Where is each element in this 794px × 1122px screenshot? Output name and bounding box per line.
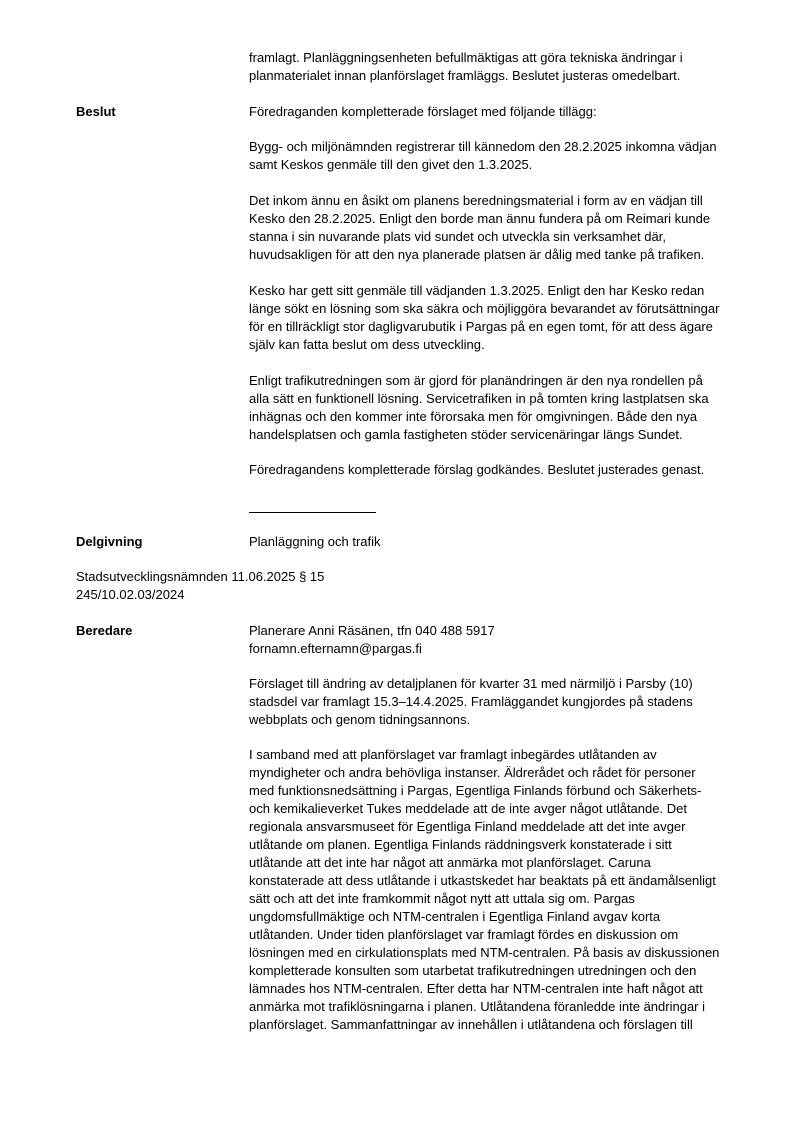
beredare-paragraph-1 [249,675,749,729]
text-line: planmaterialet innan planförslaget framläggs. Beslutet justeras omedelbart. [249,68,681,83]
beslut-paragraph-4 [249,282,749,354]
text-line: utlåtande att det inte har något att anmärka mot planförslaget. Caruna [249,855,651,870]
text-line: huvudsakligen för att den nya planerade platsen är dålig med tanke på trafiken. [249,247,705,262]
text-line: Kesko den 28.2.2025. Enligt den borde man ännu fundera på om Reimari kunde [249,211,711,226]
section-divider [249,512,376,513]
text-line: samt Keskos genmäle till den givet den 1.3.2025. [249,157,533,172]
text-line: Bygg- och miljönämnden registrerar till kännedom den 28.2.2025 inkomna vädjan [249,139,717,154]
text-line: Enligt trafikutredningen som är gjord för planändringen är den nya rondellen på [249,373,703,388]
text-line: Det inkom ännu en åsikt om planens beredningsmaterial i form av en vädjan till [249,193,703,208]
case-number: 245/10.02.03/2024 [76,587,185,602]
text-line: planförslaget. Sammanfattningar av innehållen i utlåtandena och förslagen till [249,1017,693,1032]
text-line: Planläggning och trafik [249,534,381,549]
text-line: alla sätt en funktionell lösning. Servicetrafiken in på tomten kring lastplatsen ska [249,391,709,406]
text-line: Kesko har gett sitt genmäle till vädjanden 1.3.2025. Enligt den har Kesko redan [249,283,705,298]
beslut-heading: Beslut [76,104,116,119]
text-line: själv kan fatta beslut om dess utveckling. [249,337,485,352]
beslut-paragraph-3 [249,192,749,264]
text-line: Förslaget till ändring av detaljplanen för kvarter 31 med närmiljö i Parsby (10) [249,676,693,691]
text-line: inhägnas och den kommer inte förorsaka men för omgivningen. Både den nya [249,409,698,424]
meeting-line: Stadsutvecklingsnämnden 11.06.2025 § 15 [76,569,325,584]
text-line: med funktionsnedsättning i Pargas, Egentliga Finlands förbund och Säkerhets- [249,783,702,798]
text-line: sätt och att det inte framkommit något nytt att uttala sig om. Pargas [249,891,635,906]
text-line: konstaterade att dess utlåtande i utkastskedet har beaktats på ett ändamålsenligt [249,873,716,888]
text-line: för en tillräckligt stor dagligvarubutik i Pargas på en egen tomt, för att dess ägare [249,319,713,334]
text-line: länge sökt en lösning som ska säkra och möjliggöra bevarandet av förutsättningar [249,301,720,316]
delgivning-heading: Delgivning [76,534,143,549]
text-line: I samband med att planförslaget var framlagt inbegärdes utlåtanden av [249,747,657,762]
text-line: kompletterade konsulten som utarbetat trafikutredningen utredningen och den [249,963,697,978]
text-line: utlåtande om planen. Egentliga Finlands räddningsverk konstaterade i sitt [249,837,672,852]
beredare-heading: Beredare [76,623,133,638]
intro-paragraph [249,49,749,85]
text-line: stanna i sin nuvarande plats vid sundet och utveckla sin verksamhet där, [249,229,666,244]
text-line: webbplats och genom tidningsannons. [249,712,471,727]
delgivning-text [249,533,749,551]
beslut-paragraph-1 [249,103,749,121]
beslut-paragraph-6 [249,461,749,479]
beslut-paragraph-5 [249,372,749,444]
beredare-contact [249,622,749,658]
text-line: utlåtanden. Under tiden planförslaget var framlagt fördes en diskussion om [249,927,679,942]
meeting-reference [76,568,324,604]
text-line: stadsdel var framlagt 15.3–14.4.2025. Framläggandet kungjordes på stadens [249,694,693,709]
preparer-name: Planerare Anni Räsänen, tfn 040 488 5917 [249,623,495,638]
text-line: lösningen med en cirkulationsplats med NTM-centralen. På basis av diskussionen [249,945,720,960]
text-line: och kemikalieverket Tukes meddelade att de inte avger något utlåtande. Det [249,801,687,816]
text-line: myndigheter och andra behövliga instanser. Äldrerådet och rådet för personer [249,765,696,780]
text-line: anmärka mot trafiklösningarna i planen. Utlåtandena föranledde inte ändringar i [249,999,706,1014]
preparer-email: fornamn.efternamn@pargas.fi [249,641,422,656]
text-line: Föredragandens kompletterade förslag godkändes. Beslutet justerades genast. [249,462,705,477]
text-line: framlagt. Planläggningsenheten befullmäktigas att göra tekniska ändringar i [249,50,683,65]
text-line: handelsplatsen och gamla fastigheten stöder servicenäringar längs Sundet. [249,427,683,442]
text-line: lämnades hos NTM-centralen. Efter detta har NTM-centralen inte haft något att [249,981,703,996]
beredare-paragraph-2 [249,746,749,1034]
text-line: Föredraganden kompletterade förslaget med följande tillägg: [249,104,597,119]
text-line: regionala ansvarsmuseet för Egentliga Finland meddelade att det inte avger [249,819,686,834]
beslut-paragraph-2 [249,138,749,174]
text-line: ungdomsfullmäktige och NTM-centralen i Egentliga Finland avgav korta [249,909,661,924]
